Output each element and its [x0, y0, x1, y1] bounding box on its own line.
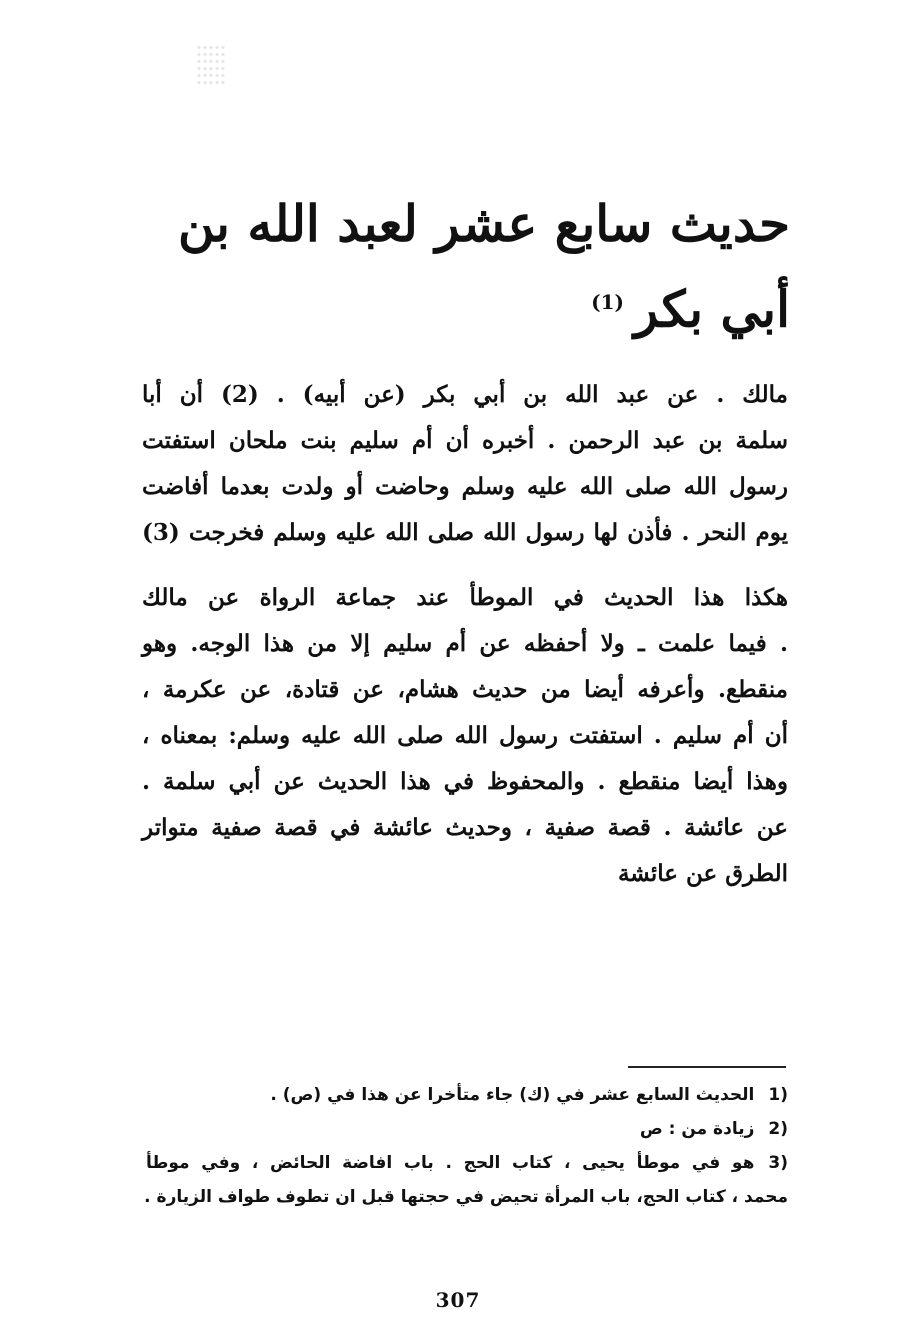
- paragraph2-line: منقطع. وأعرفه أيضا من حديث هشام، عن قتادة، عن عكرمة ،: [142, 676, 788, 703]
- title-line-1: حديث سابع عشر لعبد الله بن: [177, 194, 790, 253]
- paragraph2-line: . فيما علمت ـ ولا أحفظه عن أم سليم إلا من هذا الوجه. وهو: [142, 630, 788, 657]
- footnote-text: الحديث السابع عشر في (ك) جاء متأخرا عن هذا في (ص) .: [270, 1085, 755, 1105]
- title-line-2: [140, 263, 790, 349]
- paragraph-hadith-text: [142, 372, 788, 556]
- footnotes: [146, 1078, 788, 1214]
- chapter-title: [140, 185, 790, 349]
- footnote-separator: [628, 1066, 786, 1068]
- footnote-3-continued: [146, 1180, 788, 1214]
- footnote-number: (2: [768, 1119, 788, 1139]
- paragraph2-line: الطرق عن عائشة: [617, 860, 788, 887]
- title-footnote-ref: (1): [591, 290, 624, 314]
- paragraph2-line: وهذا أيضا منقطع . والمحفوظ في هذا الحديث عن أبي سلمة .: [142, 768, 788, 795]
- footnote-text: هو في موطأ يحيى ، كتاب الحج . باب افاضة الحائض ، وفي موطأ: [146, 1153, 755, 1173]
- footnote-2: [146, 1112, 788, 1146]
- paragraph2-line: هكذا هذا الحديث في الموطأ عند جماعة الرواة عن مالك: [142, 584, 788, 611]
- paragraph2-line: عن عائشة . قصة صفية ، وحديث عائشة في قصة صفية متواتر: [142, 814, 788, 841]
- footnote-1: [146, 1078, 788, 1112]
- title-line-2-text: أبي بكر: [633, 279, 790, 339]
- paragraph1-line: مالك . عن عبد الله بن أبي بكر (عن أبيه) . (2) أن أبا: [142, 381, 789, 408]
- footnote-number: (3: [768, 1153, 788, 1173]
- paragraph2-line: أن أم سليم . استفتت رسول الله صلى الله عليه وسلم: بمعناه ،: [142, 722, 788, 749]
- paragraph1-line: سلمة بن عبد الرحمن . أخبره أن أم سليم بنت ملحان استفتت: [142, 427, 788, 454]
- scan-speck: [196, 44, 226, 84]
- footnote-number: (1: [768, 1085, 788, 1105]
- page-number: 307: [435, 1288, 481, 1312]
- footnote-text: زيادة من : ص: [639, 1119, 755, 1139]
- paragraph1-line: رسول الله صلى الله عليه وسلم وحاضت أو ولدت بعدما أفاضت: [142, 473, 788, 500]
- paragraph1-line: يوم النحر . فأذن لها رسول الله صلى الله عليه وسلم فخرجت (3): [142, 519, 788, 546]
- footnote-3: [146, 1146, 788, 1180]
- paragraph-commentary: [142, 575, 788, 897]
- footnote-text: محمد ، كتاب الحج، باب المرأة تحيض في حجتها قبل ان تطوف طواف الزيارة .: [144, 1187, 788, 1207]
